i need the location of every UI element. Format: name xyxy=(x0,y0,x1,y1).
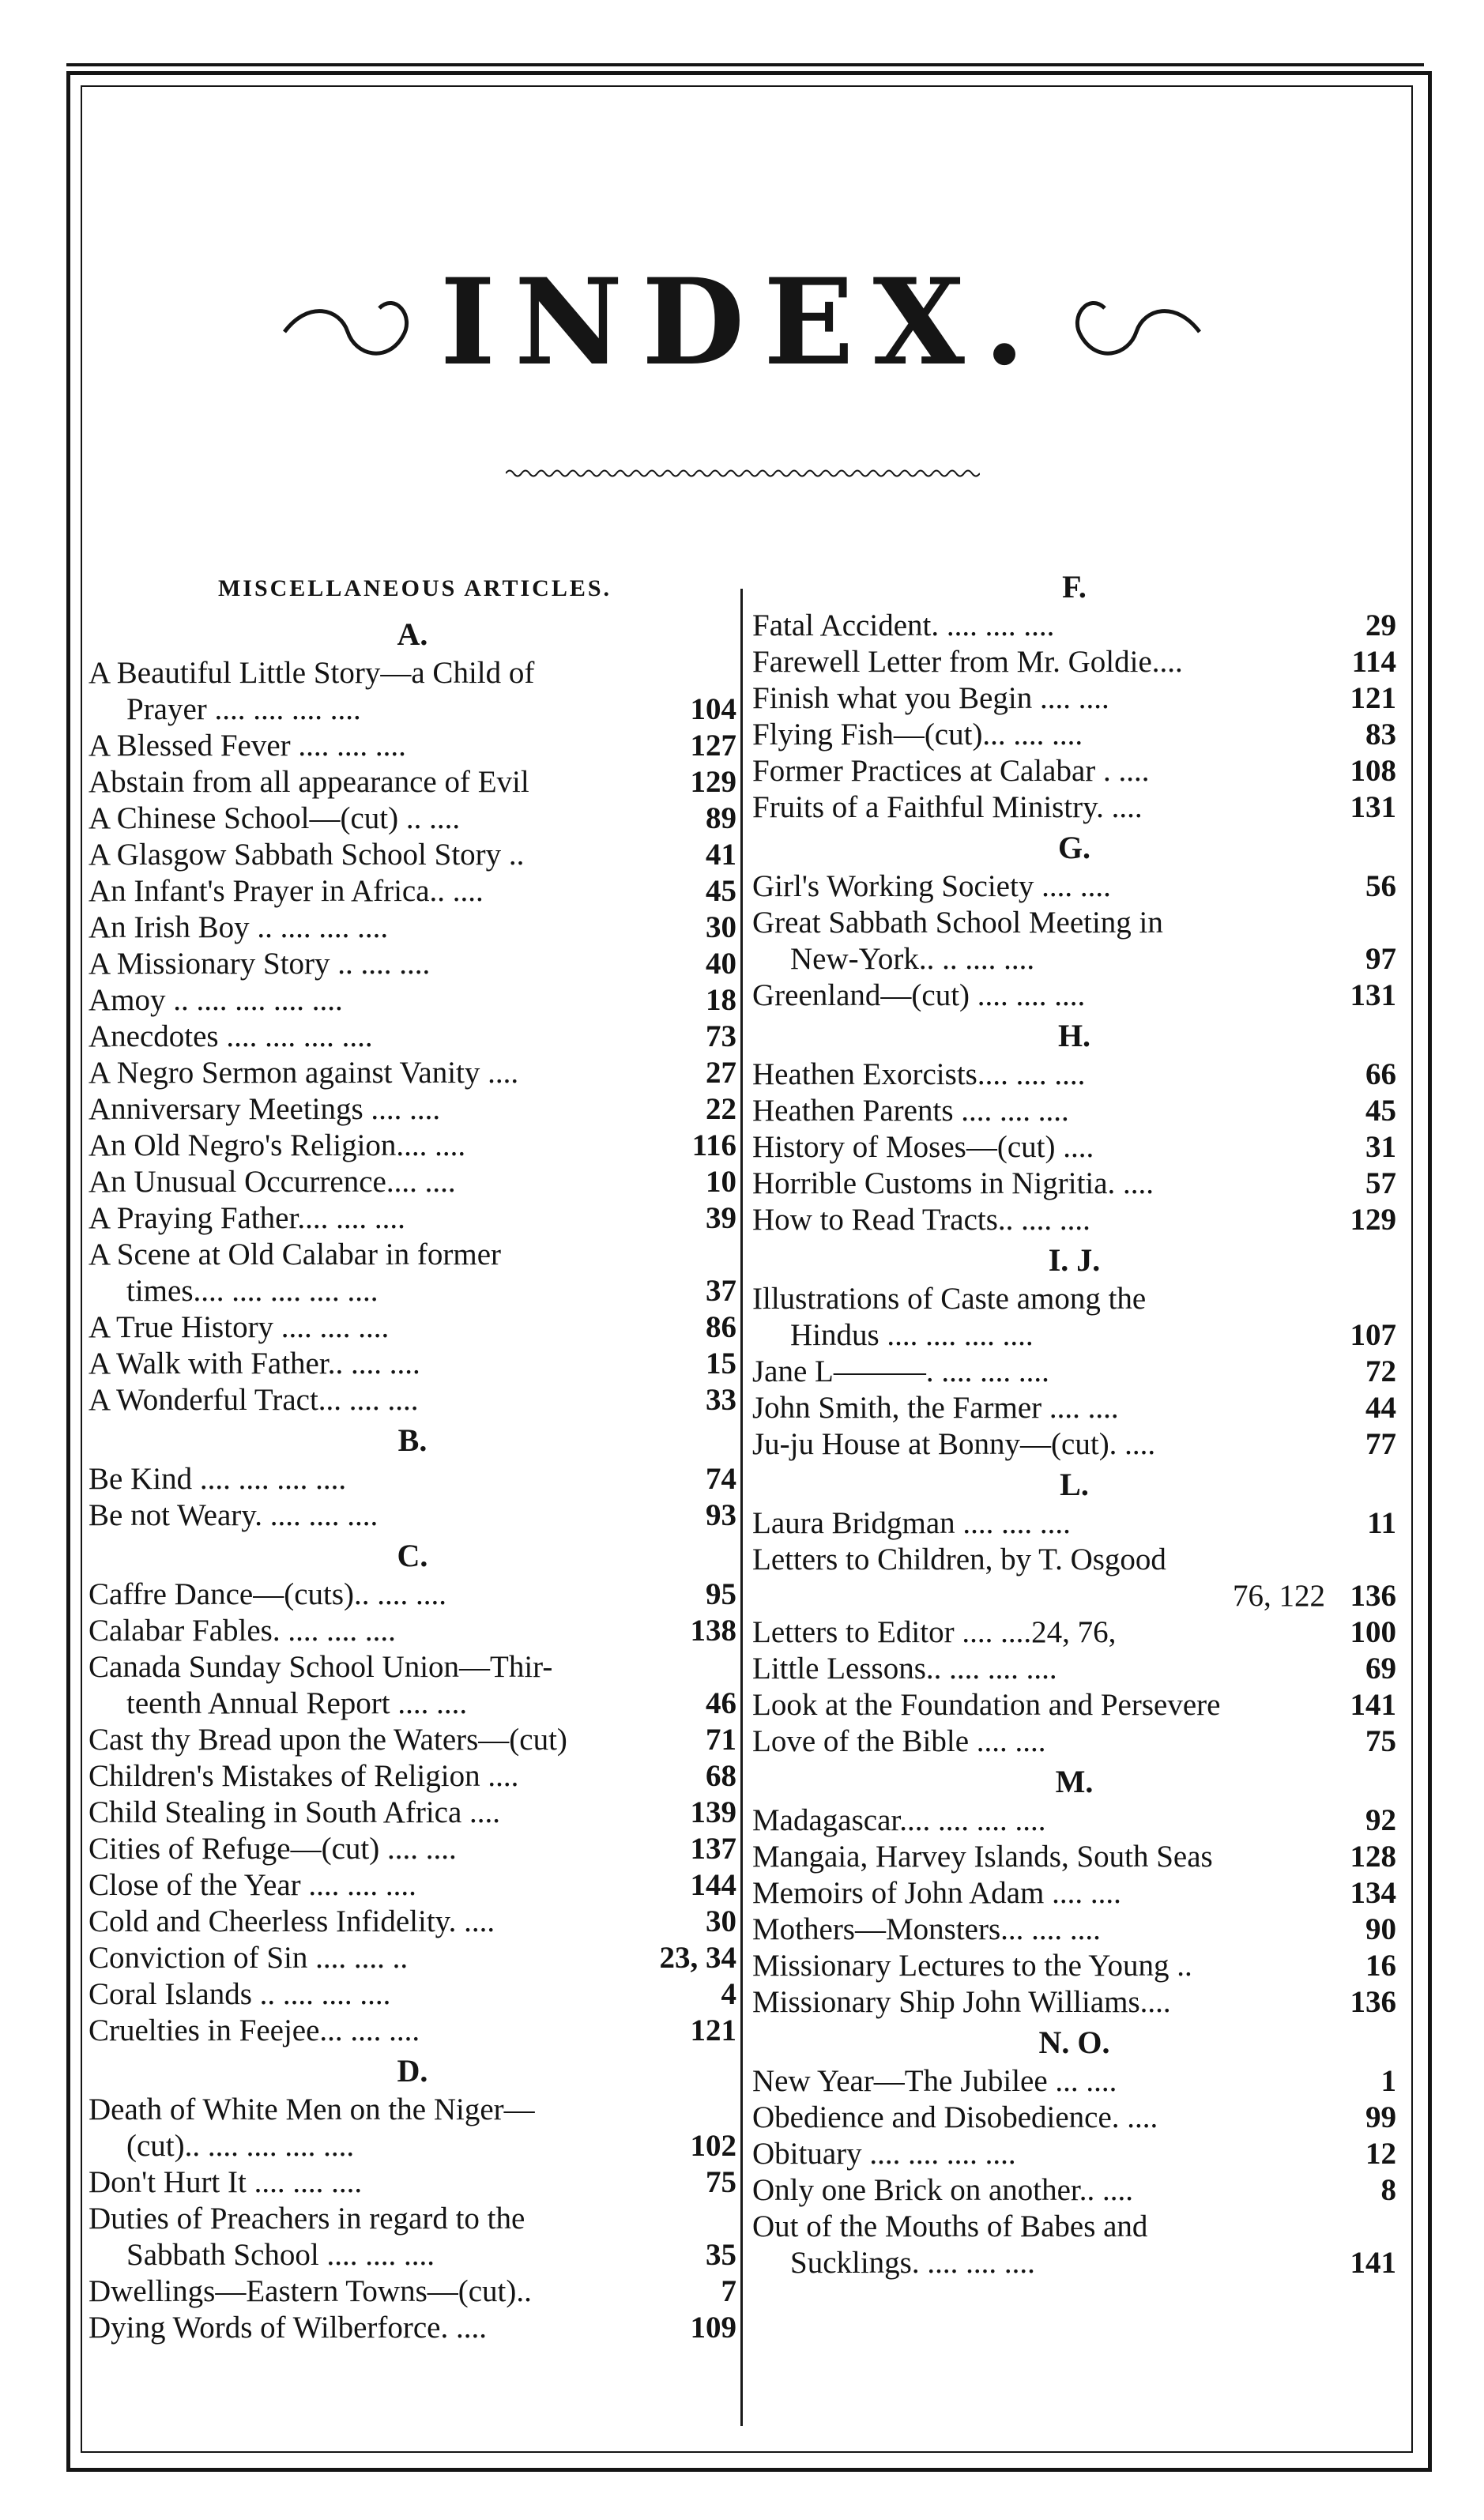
entry-page-number: 129 xyxy=(1350,1203,1396,1237)
entry-title: A Glasgow Sabbath School Story .. xyxy=(89,838,525,872)
index-entry xyxy=(752,1166,1396,1202)
entry-title: Cold and Cheerless Infidelity. .... xyxy=(89,1904,495,1938)
index-entry xyxy=(752,2245,1396,2281)
entry-page-number: 12 xyxy=(1365,2137,1396,2171)
index-entry xyxy=(752,2209,1396,2245)
index-entry xyxy=(89,655,736,691)
entry-title: A Wonderful Tract... .... .... xyxy=(89,1383,419,1417)
letter-heading: L. xyxy=(1060,1467,1089,1502)
entry-title: 76, 122 xyxy=(1233,1579,1325,1613)
entry-title: Little Lessons.. .... .... .... xyxy=(752,1652,1057,1686)
index-entry xyxy=(89,982,736,1019)
index-entry xyxy=(752,1839,1396,1875)
entry-title: Be not Weary. .... .... .... xyxy=(89,1498,379,1532)
index-entry xyxy=(89,800,736,837)
index-entry xyxy=(89,946,736,982)
entry-page-number: 16 xyxy=(1365,1949,1396,1983)
index-entry xyxy=(89,2310,736,2346)
entry-title: Dying Words of Wilberforce. .... xyxy=(89,2311,487,2345)
entry-title: John Smith, the Farmer .... .... xyxy=(752,1391,1119,1425)
entry-title: teenth Annual Report .... .... xyxy=(126,1686,468,1720)
index-entry xyxy=(752,2172,1396,2209)
index-entry xyxy=(89,1346,736,1382)
entry-page-number: 8 xyxy=(1380,2173,1396,2207)
index-entry xyxy=(752,941,1396,977)
letter-heading: A. xyxy=(397,616,428,652)
entry-page-number: 46 xyxy=(706,1686,736,1720)
entry-page-number: 139 xyxy=(690,1795,736,1829)
entry-title: Caffre Dance—(cuts).. .... .... xyxy=(89,1577,447,1611)
entry-title: A Beautiful Little Story—a Child of xyxy=(89,656,535,690)
index-entry xyxy=(89,2164,736,2201)
entry-page-number: 27 xyxy=(706,1056,736,1090)
entry-page-number: 45 xyxy=(1365,1094,1396,1128)
entry-title: Former Practices at Calabar . .... xyxy=(752,754,1150,788)
index-entry xyxy=(89,837,736,873)
entry-page-number: 137 xyxy=(690,1832,736,1866)
letter-heading: B. xyxy=(397,1422,427,1458)
index-entry xyxy=(752,868,1396,905)
entry-title: Sabbath School .... .... .... xyxy=(126,2238,435,2272)
index-entry xyxy=(89,1686,736,1722)
index-entry xyxy=(752,1129,1396,1166)
entry-page-number: 68 xyxy=(706,1759,736,1793)
entry-title: Be Kind .... .... .... .... xyxy=(89,1462,347,1496)
index-entry xyxy=(752,644,1396,680)
index-entry xyxy=(752,1354,1396,1390)
entry-title: Finish what you Begin .... .... xyxy=(752,681,1109,715)
entry-title: History of Moses—(cut) .... xyxy=(752,1130,1094,1164)
entry-title: Missionary Ship John Williams.... xyxy=(752,1985,1171,2019)
entry-title: Horrible Customs in Nigritia. .... xyxy=(752,1166,1154,1200)
entry-page-number: 128 xyxy=(1350,1840,1396,1874)
entry-page-number: 108 xyxy=(1350,754,1396,788)
index-entry xyxy=(89,2273,736,2310)
entry-title: Love of the Bible .... .... xyxy=(752,1724,1046,1758)
entry-title: Ju-ju House at Bonny—(cut). .... xyxy=(752,1427,1156,1461)
entry-title: Child Stealing in South Africa .... xyxy=(89,1795,501,1829)
entry-page-number: 138 xyxy=(690,1614,736,1648)
entry-title: Hindus .... .... .... .... xyxy=(790,1318,1034,1352)
index-entry xyxy=(89,1382,736,1418)
index-entry xyxy=(752,680,1396,717)
entry-title: Only one Brick on another.. .... xyxy=(752,2173,1133,2207)
entry-page-number: 18 xyxy=(706,983,736,1017)
entry-title: Mangaia, Harvey Islands, South Seas xyxy=(752,1840,1213,1874)
entry-title: times.... .... .... .... .... xyxy=(126,1274,379,1308)
entry-page-number: 121 xyxy=(1350,681,1396,715)
entry-title: Don't Hurt It .... .... .... xyxy=(89,2165,363,2199)
entry-page-number: 33 xyxy=(706,1383,736,1417)
entry-page-number: 74 xyxy=(706,1462,736,1496)
index-entry xyxy=(89,1976,736,2013)
entry-title: Canada Sunday School Union—Thir- xyxy=(89,1650,553,1684)
index-entry xyxy=(89,2092,736,2128)
entry-page-number: 23, 34 xyxy=(659,1941,736,1975)
entry-title: Conviction of Sin .... .... .. xyxy=(89,1941,409,1975)
index-entry xyxy=(752,608,1396,644)
index-entry xyxy=(752,753,1396,789)
entry-page-number: 45 xyxy=(706,874,736,908)
entry-title: Memoirs of John Adam .... .... xyxy=(752,1876,1121,1910)
index-entry xyxy=(89,1273,736,1309)
entry-page-number: 30 xyxy=(706,1904,736,1938)
index-entry xyxy=(89,910,736,946)
entry-title: A True History .... .... .... xyxy=(89,1310,390,1344)
index-entry xyxy=(752,1687,1396,1723)
entry-page-number: 134 xyxy=(1350,1876,1396,1910)
entry-title: A Scene at Old Calabar in former xyxy=(89,1237,501,1271)
index-entry xyxy=(752,789,1396,826)
index-entry xyxy=(752,1948,1396,1984)
letter-heading: F. xyxy=(1062,569,1087,605)
entry-title: A Chinese School—(cut) .. .... xyxy=(89,801,461,835)
column-divider xyxy=(740,589,743,2426)
entry-page-number: 97 xyxy=(1365,942,1396,976)
entry-page-number: 75 xyxy=(706,2165,736,2199)
entry-page-number: 56 xyxy=(1365,869,1396,903)
entry-page-number: 131 xyxy=(1350,790,1396,824)
entry-page-number: 1 xyxy=(1380,2064,1396,2098)
entry-title: Cast thy Bread upon the Waters—(cut) xyxy=(89,1723,567,1757)
index-entry xyxy=(752,2063,1396,2100)
index-entry xyxy=(89,1758,736,1795)
entry-title: Amoy .. .... .... .... .... xyxy=(89,983,343,1017)
index-entry xyxy=(89,691,736,728)
entry-page-number: 39 xyxy=(706,1201,736,1235)
title-wavy-rule xyxy=(506,468,980,479)
index-entry xyxy=(752,1614,1396,1651)
index-entry xyxy=(752,1802,1396,1839)
entry-page-number: 30 xyxy=(706,910,736,944)
entry-title: Heathen Exorcists.... .... .... xyxy=(752,1057,1086,1091)
index-entry xyxy=(89,764,736,800)
entry-title: Jane L———. .... .... .... xyxy=(752,1354,1049,1388)
entry-title: Obituary .... .... .... .... xyxy=(752,2137,1016,2171)
entry-page-number: 144 xyxy=(690,1868,736,1902)
index-entry xyxy=(89,2013,736,2049)
index-entry xyxy=(752,977,1396,1014)
entry-title: Letters to Children, by T. Osgood xyxy=(752,1543,1166,1576)
entry-title: Cruelties in Feejee... .... .... xyxy=(89,2013,420,2047)
index-entry xyxy=(89,1867,736,1904)
entry-page-number: 104 xyxy=(690,692,736,726)
entry-title: Calabar Fables. .... .... .... xyxy=(89,1614,396,1648)
entry-page-number: 99 xyxy=(1365,2100,1396,2134)
entry-title: Anniversary Meetings .... .... xyxy=(89,1092,441,1126)
entry-title: Close of the Year .... .... .... xyxy=(89,1868,416,1902)
entry-title: Cities of Refuge—(cut) .... .... xyxy=(89,1832,457,1866)
index-entry xyxy=(89,1649,736,1686)
entry-page-number: 86 xyxy=(706,1310,736,1344)
entry-page-number: 15 xyxy=(706,1347,736,1381)
index-entry xyxy=(89,1831,736,1867)
entry-title: Coral Islands .. .... .... .... xyxy=(89,1977,391,2011)
entry-title: Farewell Letter from Mr. Goldie.... xyxy=(752,645,1183,679)
index-entry xyxy=(89,1055,736,1091)
entry-page-number: 93 xyxy=(706,1498,736,1532)
entry-title: Laura Bridgman .... .... .... xyxy=(752,1506,1071,1540)
entry-page-number: 22 xyxy=(706,1092,736,1126)
entry-page-number: 66 xyxy=(1365,1057,1396,1091)
entry-page-number: 11 xyxy=(1367,1506,1396,1540)
entry-page-number: 127 xyxy=(690,729,736,763)
entry-page-number: 95 xyxy=(706,1577,736,1611)
entry-title: Letters to Editor .... ....24, 76, xyxy=(752,1615,1117,1649)
index-entry xyxy=(752,1317,1396,1354)
entry-title: A Missionary Story .. .... .... xyxy=(89,947,431,981)
index-entry xyxy=(89,1200,736,1237)
entry-title: Mothers—Monsters... .... .... xyxy=(752,1912,1101,1946)
index-entry xyxy=(752,1281,1396,1317)
entry-page-number: 73 xyxy=(706,1019,736,1053)
index-entry xyxy=(752,1875,1396,1912)
index-entry xyxy=(89,1613,736,1649)
entry-page-number: 107 xyxy=(1350,1318,1396,1352)
letter-heading: M. xyxy=(1055,1764,1094,1799)
entry-title: Children's Mistakes of Religion .... xyxy=(89,1759,519,1793)
entry-title: Flying Fish—(cut)... .... .... xyxy=(752,718,1083,751)
index-entry xyxy=(89,1237,736,1273)
letter-heading: D. xyxy=(397,2053,428,2089)
entry-title: An Unusual Occurrence.... .... xyxy=(89,1165,456,1199)
entry-title: Anecdotes .... .... .... .... xyxy=(89,1019,373,1053)
entry-page-number: 83 xyxy=(1365,718,1396,751)
entry-page-number: 114 xyxy=(1351,645,1396,679)
index-entry xyxy=(89,1795,736,1831)
entry-title: Duties of Preachers in regard to the xyxy=(89,2202,525,2236)
entry-title: Out of the Mouths of Babes and xyxy=(752,2209,1148,2243)
index-entry xyxy=(89,1722,736,1758)
entry-page-number: 10 xyxy=(706,1165,736,1199)
letter-heading: C. xyxy=(397,1538,428,1573)
entry-page-number: 141 xyxy=(1350,2246,1396,2280)
page-title: INDEX. xyxy=(439,253,1045,392)
entry-title: Dwellings—Eastern Towns—(cut).. xyxy=(89,2274,532,2308)
entry-page-number: 116 xyxy=(691,1128,736,1162)
entry-title: Sucklings. .... .... .... xyxy=(790,2246,1035,2280)
entry-page-number: 29 xyxy=(1365,608,1396,642)
entry-page-number: 136 xyxy=(1350,1985,1396,2019)
entry-page-number: 89 xyxy=(706,801,736,835)
index-entry xyxy=(89,728,736,764)
letter-heading: N. O. xyxy=(1038,2025,1110,2060)
entry-title: Heathen Parents .... .... .... xyxy=(752,1094,1069,1128)
entry-page-number: 35 xyxy=(706,2238,736,2272)
top-border-rule xyxy=(66,63,1424,66)
index-entry xyxy=(89,1019,736,1055)
entry-page-number: 92 xyxy=(1365,1803,1396,1837)
index-entry xyxy=(89,1309,736,1346)
entry-title: Missionary Lectures to the Young .. xyxy=(752,1949,1192,1983)
entry-title: Obedience and Disobedience. .... xyxy=(752,2100,1158,2134)
index-entry xyxy=(752,1093,1396,1129)
entry-title: New Year—The Jubilee ... .... xyxy=(752,2064,1117,2098)
entry-page-number: 44 xyxy=(1365,1391,1396,1425)
entry-page-number: 100 xyxy=(1350,1615,1396,1649)
index-title-block xyxy=(237,229,1247,435)
entry-title: (cut).. .... .... .... .... xyxy=(126,2129,355,2163)
entry-title: A Walk with Father.. .... .... xyxy=(89,1347,420,1381)
entry-title: A Praying Father.... .... .... xyxy=(89,1201,405,1235)
entry-title: An Irish Boy .. .... .... .... xyxy=(89,910,389,944)
entry-page-number: 37 xyxy=(706,1274,736,1308)
entry-page-number: 41 xyxy=(706,838,736,872)
index-entry xyxy=(89,1461,736,1497)
index-entry xyxy=(89,873,736,910)
index-entry xyxy=(752,1057,1396,1093)
index-entry xyxy=(752,717,1396,753)
index-entry xyxy=(752,1984,1396,2021)
entry-page-number: 102 xyxy=(690,2129,736,2163)
entry-page-number: 136 xyxy=(1350,1579,1396,1613)
index-entry xyxy=(89,1091,736,1128)
letter-heading: H. xyxy=(1057,1018,1091,1053)
letter-heading: G. xyxy=(1057,830,1091,865)
entry-page-number: 40 xyxy=(706,947,736,981)
entry-title: New-York.. .. .... .... xyxy=(790,942,1035,976)
entry-title: A Negro Sermon against Vanity .... xyxy=(89,1056,519,1090)
index-entry xyxy=(752,2100,1396,2136)
entry-page-number: 141 xyxy=(1350,1688,1396,1722)
entry-title: Illustrations of Caste among the xyxy=(752,1282,1147,1316)
entry-page-number: 71 xyxy=(706,1723,736,1757)
index-entry xyxy=(89,1164,736,1200)
index-entry xyxy=(752,1202,1396,1238)
entry-title: An Old Negro's Religion.... .... xyxy=(89,1128,466,1162)
letter-heading: I. J. xyxy=(1048,1242,1101,1278)
entry-title: Abstain from all appearance of Evil xyxy=(89,765,529,799)
entry-title: Madagascar.... .... .... .... xyxy=(752,1803,1046,1837)
index-entry xyxy=(89,1904,736,1940)
entry-title: Fruits of a Faithful Ministry. .... xyxy=(752,790,1143,824)
entry-page-number: 69 xyxy=(1365,1652,1396,1686)
entry-page-number: 4 xyxy=(721,1977,736,2011)
index-entry xyxy=(89,2237,736,2273)
entry-page-number: 90 xyxy=(1365,1912,1396,1946)
entry-title: Girl's Working Society .... .... xyxy=(752,869,1111,903)
index-entry xyxy=(89,1497,736,1534)
entry-page-number: 131 xyxy=(1350,978,1396,1012)
index-entry xyxy=(752,1505,1396,1542)
index-entry xyxy=(752,1912,1396,1948)
entry-page-number: 109 xyxy=(690,2311,736,2345)
index-entry xyxy=(752,905,1396,941)
index-entry xyxy=(752,1542,1396,1578)
index-entry xyxy=(89,1576,736,1613)
index-entry xyxy=(752,1390,1396,1426)
entry-page-number: 57 xyxy=(1365,1166,1396,1200)
index-entry xyxy=(752,1651,1396,1687)
entry-title: Fatal Accident. .... .... .... xyxy=(752,608,1055,642)
index-entry xyxy=(752,1426,1396,1463)
index-entry xyxy=(89,2128,736,2164)
index-entry xyxy=(752,1578,1396,1614)
entry-page-number: 72 xyxy=(1365,1354,1396,1388)
entry-title: Death of White Men on the Niger— xyxy=(89,2092,535,2126)
entry-page-number: 129 xyxy=(690,765,736,799)
index-entry xyxy=(752,2136,1396,2172)
entry-page-number: 7 xyxy=(721,2274,736,2308)
index-entry xyxy=(89,1128,736,1164)
entry-title: Great Sabbath School Meeting in xyxy=(752,906,1163,940)
entry-page-number: 77 xyxy=(1365,1427,1396,1461)
entry-title: Look at the Foundation and Persevere xyxy=(752,1688,1221,1722)
index-entry xyxy=(752,1723,1396,1760)
entry-title: A Blessed Fever .... .... .... xyxy=(89,729,406,763)
entry-page-number: 121 xyxy=(690,2013,736,2047)
section-heading: MISCELLANEOUS ARTICLES. xyxy=(217,575,612,601)
entry-title: Prayer .... .... .... .... xyxy=(126,692,361,726)
entry-title: How to Read Tracts.. .... .... xyxy=(752,1203,1090,1237)
index-entry xyxy=(89,2201,736,2237)
entry-page-number: 75 xyxy=(1365,1724,1396,1758)
entry-page-number: 31 xyxy=(1365,1130,1396,1164)
entry-title: Greenland—(cut) .... .... .... xyxy=(752,978,1086,1012)
index-entry xyxy=(89,1940,736,1976)
entry-title: An Infant's Prayer in Africa.. .... xyxy=(89,874,484,908)
